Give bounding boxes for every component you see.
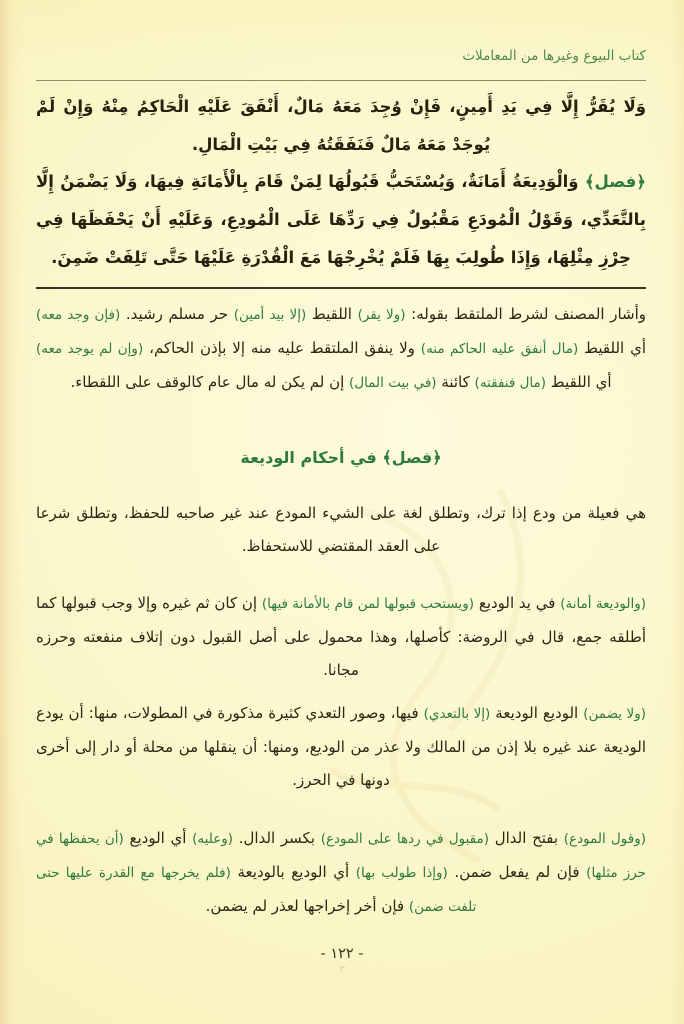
- commentary-text: أي الوديع: [123, 829, 193, 847]
- commentary-text: ولا ينفق الملتقط عليه منه إلا بإذن الحاكم،: [143, 339, 421, 357]
- commentary-paragraph: [36, 697, 646, 797]
- matn-paragraph: [36, 163, 646, 277]
- commentary-paragraph: [36, 587, 646, 687]
- matn-text: وَلَا يُقَرُّ إِلَّا فِي يَدِ أَمِينٍ، فَإِنْ وُجِدَ مَعَهُ مَالٌ، أَنْفَقَ عَلَيْهِ الْحَاكِمُ مِنْهُ وَإِنْ لَمْ يُوجَدْ مَعَهُ مَالٌ فَنَفَقَتُهُ فِي بَيْتِ الْمَالِ.: [36, 97, 646, 154]
- commentary-text: كائنة: [436, 373, 475, 391]
- section-heading: [36, 448, 646, 467]
- matn-quote: (مال أنفق عليه الحاكم منه): [420, 341, 579, 357]
- commentary-paragraph: [36, 822, 646, 924]
- commentary-text: إن كان ثم غيره وإلا وجب قبولها كما أطلقه جمع، قال في الروضة: كأصلها، وهذا محمول على أصل القبول دون إتلاف منفعته وحرزه مجانا.: [36, 594, 646, 679]
- matn-quote: (في بيت المال): [349, 375, 437, 391]
- matn-quote: (مقبول في ردها على المودع): [320, 831, 490, 847]
- commentary-text: في يد الوديع: [474, 594, 561, 612]
- page-number-ghost: ٣: [339, 963, 345, 976]
- commentary-text: بكسر الدال.: [233, 829, 321, 847]
- commentary-paragraph: [36, 497, 646, 563]
- commentary-text: إن لم يكن له مال عام كالوقف على اللقطاء.: [70, 373, 350, 391]
- commentary-text: أي اللقيط: [546, 373, 612, 391]
- commentary-text: هي فعيلة من ودع إذا ترك، وتطلق لغة على الشيء المودع عند غير صاحبه للحفظ، وتطلق شرعا على العقد المقتضي للاستحفاظ.: [36, 504, 646, 555]
- commentary-text: أي اللقيط: [578, 339, 646, 357]
- matn-quote: (فإن وجد معه): [36, 307, 121, 323]
- commentary-text: بفتح الدال: [489, 829, 564, 847]
- section-heading-text: ﴿فصل﴾ في أحكام الوديعة: [240, 448, 442, 467]
- header-divider: [36, 80, 646, 81]
- matn-text: وَالْوَدِيعَةُ أَمَانَةٌ، وَيُسْتَحَبُّ قَبُولُهَا لِمَنْ قَامَ بِالْأَمَانَةِ فِيهَا، وَلَا يَضْمَنُ إِلَّا بِالتَّعَدِّي، وَقَوْلُ الْمُودَعِ مَقْبُولٌ فِي رَدِّهَا عَلَى الْمُودِعِ، وَعَلَيْهِ أَنْ يَحْفَظَهَا فِي حِرْزِ مِثْلِهَا، وَإِذَا طُولِبَ بِهَا فَلَمْ يُخْرِجْهَا مَعَ الْقُدْرَةِ عَلَيْهَا حَتَّى تَلِفَتْ ضَمِنَ.: [36, 172, 646, 267]
- matn-quote: (وقول المودع): [563, 831, 647, 847]
- matn-quote: (مال فنفقته): [474, 375, 547, 391]
- commentary-text: وأشار المصنف لشرط الملتقط بقوله:: [405, 305, 646, 323]
- running-header-title: كتاب البيوع وغيرها من المعاملات: [462, 48, 646, 64]
- commentary-paragraph: [36, 298, 646, 400]
- fasl-marker: ﴿فصل﴾: [584, 172, 646, 191]
- commentary-text: حر مسلم رشيد.: [120, 305, 234, 323]
- matn-quote: (وإذا طولب بها): [355, 865, 448, 881]
- matn-quote: (ولا يقر): [357, 307, 406, 323]
- matn-paragraph: [36, 88, 646, 164]
- matn-quote: (إلا بيد أمين): [233, 307, 307, 323]
- matn-quote: (أن يحفظها في حرز مثلها): [36, 831, 647, 881]
- matn-quote: (وإن لم يوجد معه): [36, 341, 144, 357]
- matn-quote: (ولا يضمن): [583, 706, 647, 722]
- matn-quote: (وعليه): [192, 831, 234, 847]
- matn-quote: (ويستحب قبولها لمن قام بالأمانة فيها): [261, 596, 475, 612]
- matn-quote: (إلا بالتعدي): [423, 706, 491, 722]
- commentary-text: اللقيط: [306, 305, 358, 323]
- matn-quote: (والوديعة أمانة): [560, 596, 646, 612]
- commentary-text: فإن لم يفعل ضمن.: [447, 863, 587, 881]
- commentary-text: الوديع الوديعة: [490, 704, 584, 722]
- matn-quote: (فلم يخرجها مع القدرة عليها حتى تلفت ضمن): [36, 865, 477, 915]
- page-number: - ١٢٢ -: [320, 946, 364, 962]
- commentary-text: فيها، وصور التعدي كثيرة مذكورة في المطولات، منها: أن يودع الوديعة عند غيره بلا إذن من المالك ولا عذر من الوديع، ومنها: أن ينقلها من محلة أو دار إلى أخرى دونها في الحرز.: [36, 704, 646, 789]
- commentary-text: فإن أخر إخراجها لعذر لم يضمن.: [205, 897, 409, 915]
- commentary-divider: [36, 287, 646, 289]
- running-header: [36, 45, 646, 64]
- commentary-text: أي الوديع بالوديعة: [230, 863, 356, 881]
